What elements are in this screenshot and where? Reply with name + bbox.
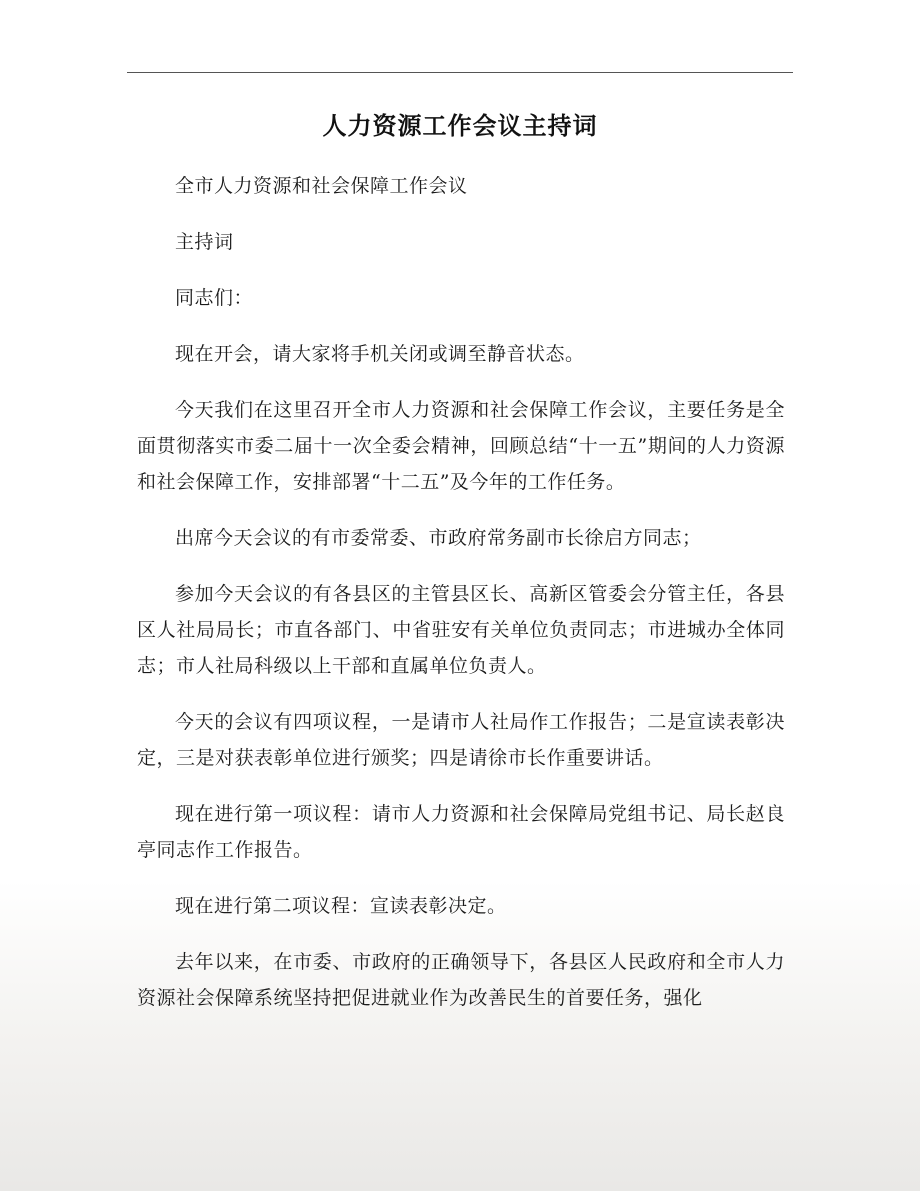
paragraph-agenda-item-2: 现在进行第二项议程：宣读表彰决定。 (175, 895, 507, 917)
paragraph-agenda: 今天的会议有四项议程，一是请市人社局作工作报告；二是宣读表彰决定，三是对获表彰单位进行颁奖；四是请徐市长作重要讲话。 (137, 711, 785, 769)
paragraph-salutation: 同志们： (175, 287, 254, 309)
paragraph-agenda-item-1: 现在进行第一项议程：请市人力资源和社会保障局党组书记、局长赵良亭同志作工作报告。 (137, 803, 785, 861)
paragraph-opening: 现在开会，请大家将手机关闭或调至静音状态。 (175, 343, 585, 365)
paragraph-meeting-name: 全市人力资源和社会保障工作会议 (175, 175, 468, 197)
paragraph-attendees-leader: 出席今天会议的有市委常委、市政府常务副市长徐启方同志； (175, 527, 702, 549)
paragraph-heading: 主持词 (175, 231, 234, 253)
header-rule (127, 72, 793, 73)
paragraph-purpose: 今天我们在这里召开全市人力资源和社会保障工作会议，主要任务是全面贯彻落实市委二届十一次全委会精神，回顾总结“十一五”期间的人力资源和社会保障工作，安排部署“十二五”及今年的工作任务。 (137, 399, 785, 493)
paragraph-attendees: 参加今天会议的有各县区的主管县区长、高新区管委会分管主任，各县区人社局局长；市直各部门、中省驻安有关单位负责同志；市进城办全体同志；市人社局科级以上干部和直属单位负责人。 (137, 583, 785, 677)
document-body (137, 168, 785, 1036)
paragraph-review: 去年以来，在市委、市政府的正确领导下，各县区人民政府和全市人力资源社会保障系统坚持把促进就业作为改善民生的首要任务，强化 (137, 951, 785, 1009)
document-title: 人力资源工作会议主持词 (322, 111, 598, 140)
